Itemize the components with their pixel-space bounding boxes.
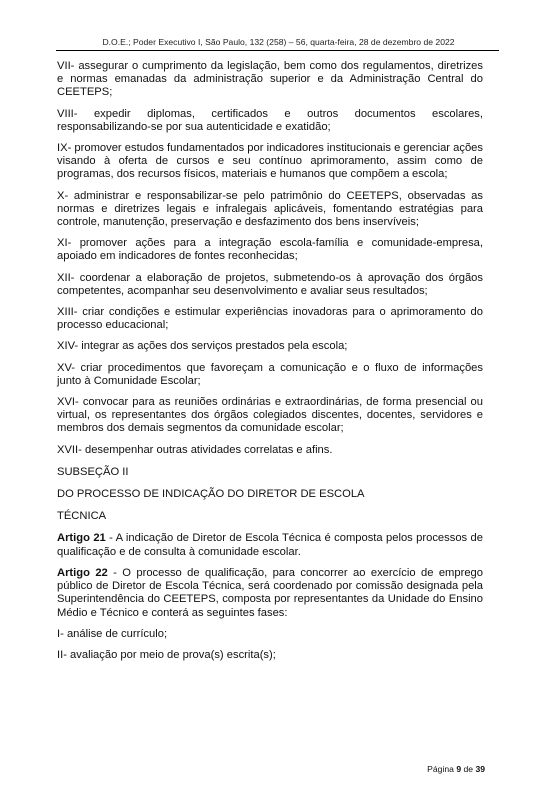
footer-middle: de [461,764,476,774]
inciso-viii: VIII- expedir diplomas, certificados e outros documentos escolares, responsabilizando-se por sua autenticidade e exatidão; [57,107,483,133]
artigo-21-label: Artigo 21 [57,532,106,545]
subsection-label: SUBSEÇÃO II [57,465,129,478]
inciso-x: X- administrar e responsabilizar-se pelo patrimônio do CEETEPS, observadas as normas e diretrizes legais e infralegais aplicáveis, fomentando estratégias para controle, manutenção, preservação e desfazimento dos bens inservíveis; [57,189,483,229]
inciso-vii: VII- assegurar o cumprimento da legislação, bem como dos regulamentos, diretrizes e normas emanadas da administração superior e da Administração Central do CEETEPS; [57,60,483,99]
inciso-xii: XII- coordenar a elaboração de projetos, submetendo-os à aprovação dos órgãos competentes, acompanhar seu desenvolvimento e avaliar seus resultados; [57,271,483,297]
footer-prefix: Página [427,764,457,774]
inciso-xvii: XVII- desempenhar outras atividades correlatas e afins. [57,443,333,456]
section-heading: DO PROCESSO DE INDICAÇÃO DO DIRETOR DE ESCOLA [57,488,365,501]
page-header: D.O.E.; Poder Executivo I, São Paulo, 132 (258) – 56, quarta-feira, 28 de dezembro de 2022 [102,37,455,47]
footer-current-page: 9 [456,764,462,774]
header-rule [56,50,499,51]
inciso-xi: XI- promover ações para a integração escola-família e comunidade-empresa, apoiado em indicadores de fontes reconhecidas; [57,237,483,263]
artigo-21-text: - A indicação de Diretor de Escola Técnica é composta pelos processos de qualificação e de consulta à comunidade escolar. [57,532,483,558]
section-heading-continued: TÉCNICA [57,510,107,523]
inciso-xv: XV- criar procedimentos que favoreçam a comunicação e o fluxo de informações junto à Comunidade Escolar; [57,361,483,387]
inciso-ix: IX- promover estudos fundamentados por indicadores institucionais e gerenciar ações visando à oferta de cursos e seu contínuo aprimoramento, assim como de programas, dos recursos físicos, materiais e humanos que compõem a escola; [57,142,483,181]
item-ii: II- avaliação por meio de prova(s) escrita(s); [57,648,276,661]
inciso-xvi: XVI- convocar para as reuniões ordinárias e extraordinárias, de forma presencial ou virtual, os representantes dos órgãos colegiados discentes, docentes, servidores e membros dos demais segmentos da comunidade escolar; [57,396,483,435]
item-i: I- análise de currículo; [57,627,168,640]
artigo-22 [57,567,483,620]
inciso-xiv: XIV- integrar as ações dos serviços prestados pela escola; [57,340,348,353]
artigo-22-label: Artigo 22 [57,566,108,579]
page-footer [427,764,485,774]
document-body [57,60,483,670]
inciso-xiii: XIII- criar condições e estimular experiências inovadoras para o aprimoramento do processo educacional; [57,306,483,332]
artigo-21 [57,532,483,558]
footer-total-pages: 39 [475,764,485,774]
artigo-22-text: - O processo de qualificação, para concorrer ao exercício de emprego público de Diretor de Escola Técnica, será coordenado por comissão designada pela Superintendência do CEETEPS, composta por representantes da Unidade do Ensino Médio e Técnico e conterá as seguintes fases: [57,566,483,619]
